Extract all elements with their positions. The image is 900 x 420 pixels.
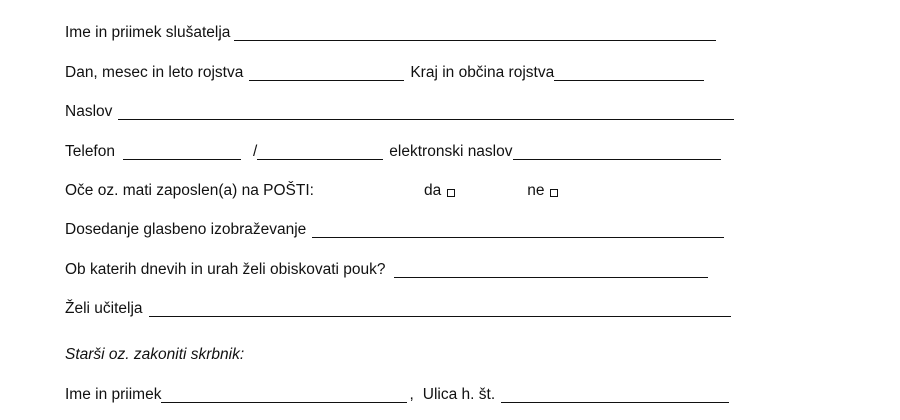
email-field[interactable]: [513, 145, 721, 160]
street-label: Ulica h. št.: [422, 386, 496, 403]
guardian-name-label: Ime in priimek: [65, 386, 162, 403]
parent-employed-row: [65, 180, 558, 200]
phone-label: Telefon: [65, 143, 115, 160]
birth-place-field[interactable]: [554, 66, 704, 81]
no-checkbox[interactable]: [550, 189, 558, 197]
guardian-heading: Starši oz. zakoniti skrbnik:: [65, 346, 245, 363]
guardian-row: [65, 384, 729, 404]
parent-employed-label: Oče oz. mati zaposlen(a) na POŠTI:: [65, 182, 314, 199]
guardian-name-field[interactable]: [161, 388, 407, 403]
yes-checkbox[interactable]: [447, 189, 455, 197]
birth-place-label: Kraj in občina rojstva: [410, 64, 555, 81]
comma-separator: ,: [409, 386, 414, 403]
prior-education-label: Dosedanje glasbeno izobraževanje: [65, 221, 307, 238]
address-field[interactable]: [118, 105, 734, 120]
guardian-heading-row: [65, 344, 244, 364]
birth-date-field[interactable]: [249, 66, 404, 81]
option-yes-label: da: [423, 182, 442, 199]
address-label: Naslov: [65, 103, 113, 120]
phone-separator: /: [252, 143, 258, 160]
prior-education-row: [65, 219, 724, 239]
teacher-field[interactable]: [149, 302, 731, 317]
email-label: elektronski naslov: [389, 143, 513, 160]
phone-field-1[interactable]: [123, 145, 241, 160]
student-name-label: Ime in priimek slušatelja: [65, 24, 231, 41]
contact-row: [65, 141, 721, 161]
student-name-field[interactable]: [234, 26, 716, 41]
schedule-field[interactable]: [394, 263, 708, 278]
address-row: [65, 101, 734, 121]
schedule-row: [65, 259, 708, 279]
phone-field-2[interactable]: [257, 145, 383, 160]
street-field[interactable]: [501, 388, 729, 403]
birth-date-label: Dan, mesec in leto rojstva: [65, 64, 244, 81]
teacher-label: Želi učitelja: [65, 300, 143, 317]
option-no-label: ne: [527, 182, 545, 199]
birth-row: [65, 62, 704, 82]
prior-education-field[interactable]: [312, 223, 724, 238]
teacher-row: [65, 298, 731, 318]
schedule-label: Ob katerih dnevih in urah želi obiskovati pouk?: [65, 261, 386, 278]
student-name-row: [65, 22, 716, 42]
